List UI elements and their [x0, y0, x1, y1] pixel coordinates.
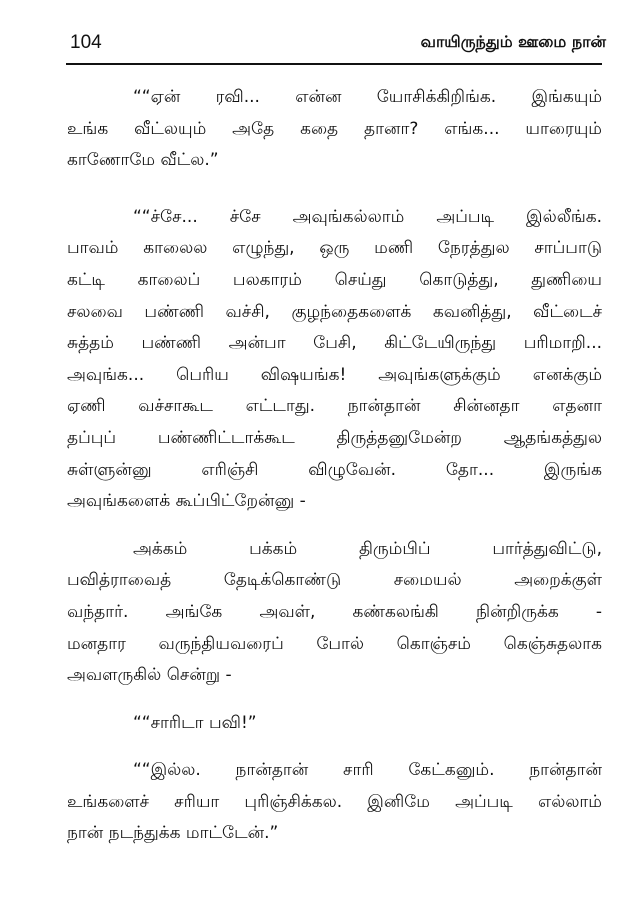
text-line: ““சாரிடா பவி!” [133, 712, 257, 733]
paragraph-3 [67, 534, 602, 692]
text-line: உங்களைச் சரியா புரிஞ்சிக்கல. இனிமே அப்படி எல்லாம் [67, 791, 602, 812]
text-line: சுள்ளுன்னு எரிஞ்சி விழுவேன். தோ... இருங்க [67, 459, 602, 480]
text-line: கட்டி காலைப் பலகாரம் செய்து கொடுத்து, துணியை [67, 269, 602, 290]
body-text [67, 82, 602, 850]
header-rule [66, 63, 602, 65]
paragraph-gap [67, 739, 602, 755]
paragraph-5 [67, 755, 602, 850]
text-line: ““ஏன் ரவி... என்ன யோசிக்கிறிங்க. இங்கயும் [133, 87, 602, 107]
text-line: அவுங்களைக் கூப்பிட்றேன்னு - [67, 491, 306, 512]
text-line: உங்க வீட்லயும் அதே கதை தானா? எங்க... யாரையும் [67, 118, 602, 139]
text-line: ““ச்சே... ச்சே அவுங்கல்லாம் அப்படி இல்லீங்க. [133, 206, 602, 227]
text-line: ““இல்ல. நான்தான் சாரி கேட்கனும். நான்தான் [133, 760, 602, 781]
text-line: காணோமே வீட்ல.” [67, 150, 219, 171]
paragraph-gap [67, 692, 602, 708]
text-line: ஏணி வச்சாகூட எட்டாது. நான்தான் சின்னதா எதனா [67, 396, 602, 417]
text-line: அவுங்க... பெரிய விஷயங்க! அவுங்களுக்கும் எனக்கும் [67, 364, 602, 385]
text-line: தப்புப் பண்ணிட்டாக்கூட திருத்தனுமேன்ற ஆதங்கத்துல [67, 427, 602, 448]
running-title: வாயிருந்தும் ஊமை நான் [420, 32, 606, 51]
paragraph-1 [67, 82, 602, 177]
paragraph-gap [67, 177, 602, 202]
text-line: பாவம் காலைல எழுந்து, ஒரு மணி நேரத்துல சாப்பாடு [67, 238, 602, 259]
text-line: சலவை பண்ணி வச்சி, குழந்தைகளைக் கவனித்து, வீட்டைச் [67, 301, 602, 322]
text-line: நான் நடந்துக்க மாட்டேன்.” [67, 823, 279, 844]
paragraph-2 [67, 202, 602, 518]
text-line: அவளருகில் சென்று - [67, 665, 232, 686]
text-line: சுத்தம் பண்ணி அன்பா பேசி, கிட்டேயிருந்து பரிமாறி... [67, 333, 602, 354]
text-line: பவித்ராவைத் தேடிக்கொண்டு சமையல் அறைக்குள் [67, 570, 602, 591]
text-line: வந்தார். அங்கே அவள், கண்கலங்கி நின்றிருக்க - [67, 601, 602, 622]
text-line: மனதார வருந்தியவரைப் போல் கொஞ்சம் கெஞ்சுதலாக [67, 633, 602, 654]
paragraph-gap [67, 518, 602, 534]
paragraph-4 [67, 708, 602, 740]
text-line: அக்கம் பக்கம் திரும்பிப் பார்த்துவிட்டு, [133, 538, 602, 559]
page-number: 104 [70, 32, 102, 53]
